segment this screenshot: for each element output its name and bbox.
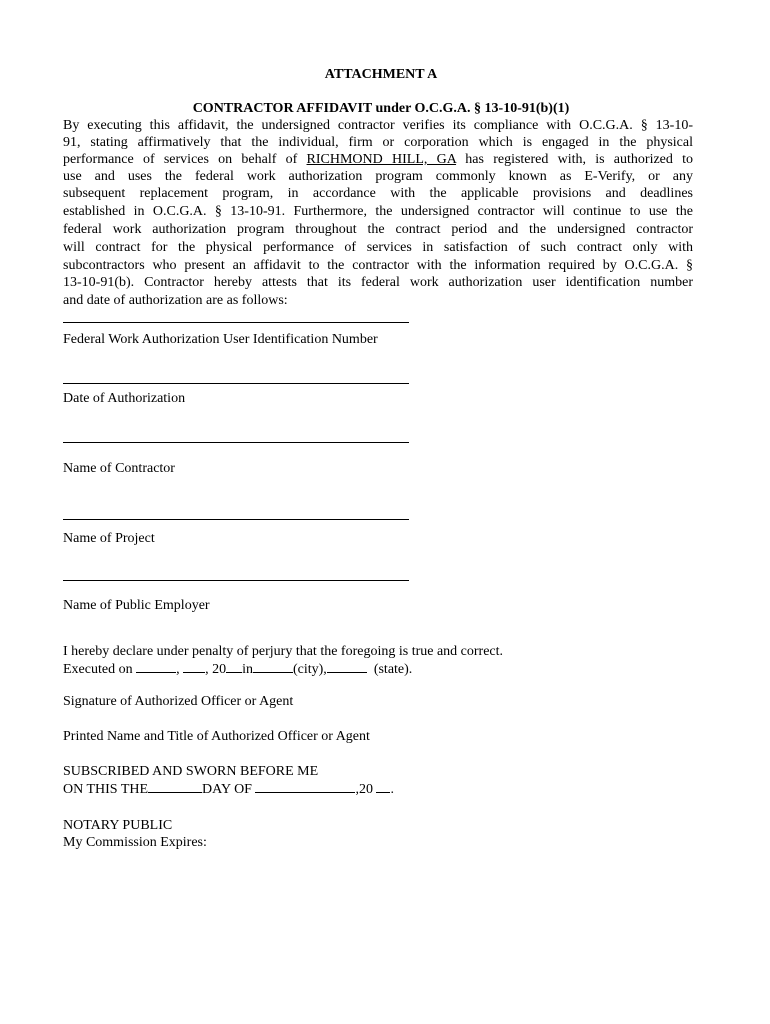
employer-signature-line[interactable] [63, 580, 409, 581]
on-this-the-text: ON THIS THE [63, 782, 149, 797]
public-employer-name: RICHMOND HILL, GA [306, 152, 457, 167]
project-label: Name of Project [63, 531, 155, 546]
affidavit-title: CONTRACTOR AFFIDAVIT under O.C.G.A. § 13-10-91(b)(1) [192, 101, 570, 116]
attachment-title: ATTACHMENT A [324, 67, 438, 82]
body-line-6: established in O.C.G.A. § 13-10-91. Furthermore, the undersigned contractor will continue to use the [63, 204, 693, 219]
on-this-day-line [63, 780, 394, 798]
executed-on-line [63, 660, 412, 678]
body-line-3-pre: performance of services on behalf of [63, 152, 307, 167]
subscribed-line: SUBSCRIBED AND SWORN BEFORE ME [63, 764, 319, 779]
executed-year-prefix: , 20 [205, 662, 227, 677]
printed-name-label: Printed Name and Title of Authorized Officer or Agent [63, 729, 370, 744]
executed-state-blank[interactable] [327, 660, 367, 673]
date-signature-line[interactable] [63, 383, 409, 384]
body-line-11: and date of authorization are as follows: [63, 293, 288, 308]
body-line-2: 91, stating affirmatively that the individual, firm or corporation which is engaged in the physical [63, 135, 693, 150]
executed-city-text: (city), [292, 662, 327, 677]
sworn-day-blank[interactable] [148, 780, 202, 793]
contractor-signature-line[interactable] [63, 442, 409, 443]
notary-public-label: NOTARY PUBLIC [63, 818, 173, 833]
executed-year-blank[interactable] [226, 660, 242, 673]
body-line-4: use and uses the federal work authorization program commonly known as E-Verify, or any [63, 169, 693, 184]
sworn-year-blank[interactable] [376, 780, 390, 793]
project-signature-line[interactable] [63, 519, 409, 520]
body-line-10: 13-10-91(b). Contractor hereby attests that its federal work authorization user identification number [63, 275, 693, 290]
executed-on-text: Executed on [63, 662, 133, 677]
sworn-year-prefix: ,20 [355, 782, 373, 797]
sworn-period: . [390, 782, 394, 797]
body-line-3-post: has registered with, is authorized to [456, 152, 694, 167]
body-line-8: will contract for the physical performance of services in satisfaction of such contract only with [63, 240, 693, 255]
body-line-3 [63, 151, 693, 168]
executed-comma: , [176, 662, 180, 677]
executed-day-blank[interactable] [183, 660, 205, 673]
body-line-7: federal work authorization program throughout the contract period and the undersigned contractor [63, 222, 693, 237]
contractor-label: Name of Contractor [63, 461, 175, 476]
executed-month-blank[interactable] [136, 660, 176, 673]
executed-state-text: (state). [373, 662, 413, 677]
sworn-month-blank[interactable] [255, 780, 355, 793]
user-id-label: Federal Work Authorization User Identification Number [63, 332, 378, 347]
executed-city-blank[interactable] [253, 660, 293, 673]
executed-in-text: in [242, 662, 253, 677]
perjury-statement: I hereby declare under penalty of perjury that the foregoing is true and correct. [63, 644, 504, 659]
date-label: Date of Authorization [63, 391, 186, 406]
day-of-text: DAY OF [202, 782, 252, 797]
body-line-1: By executing this affidavit, the undersigned contractor verifies its compliance with O.C.G.A. § 13-10- [63, 118, 693, 133]
body-line-9: subcontractors who present an affidavit to the contractor with the information required by O.C.G.A. § [63, 258, 693, 273]
user-id-signature-line[interactable] [63, 322, 409, 323]
body-line-5: subsequent replacement program, in accordance with the applicable provisions and deadlines [63, 186, 693, 201]
signature-label: Signature of Authorized Officer or Agent [63, 694, 294, 709]
employer-label: Name of Public Employer [63, 598, 210, 613]
commission-expires-label: My Commission Expires: [63, 835, 207, 850]
